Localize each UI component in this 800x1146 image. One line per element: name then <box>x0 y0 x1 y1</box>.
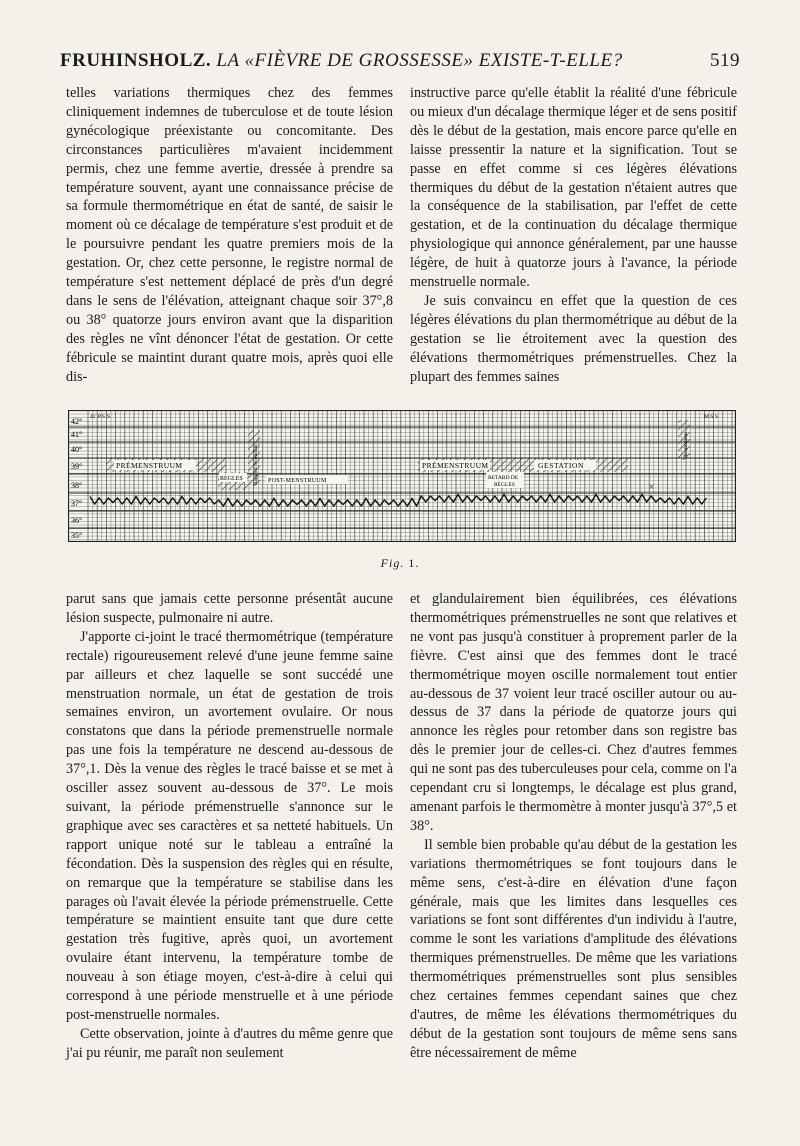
paragraph: Il semble bien probable qu'au début de la gestation les variations thermométriques se font toujours dans le même sens, c'est-à-dire en élévation d'une façon générale, mais que les limites dans lesquelles ces variations se font sont différentes d'un individu à l'autre, comme le sont les variations d'amplitude des élévations thermiques prémenstruelles. De même que les variations thermométriques prémenstruelles sont plus sensibles chez certaines femmes cependant saines que chez d'autres, de même les élévations thermométriques du début de la gestation sont toujours de même sens sans être nécessairement de même <box>410 836 737 1061</box>
gestation-label: GESTATION <box>538 461 585 470</box>
running-head-author: FRUHINSHOLZ. <box>60 50 212 71</box>
right-column-top <box>410 84 737 387</box>
left-column-top <box>66 84 393 387</box>
page-number: 519 <box>710 50 740 71</box>
y-label-38: 38° <box>71 481 83 490</box>
y-label-42: 42° <box>71 417 83 426</box>
temperature-chart <box>68 410 736 542</box>
temperature-chart-figure <box>68 410 736 542</box>
top-left-label-3: S <box>107 414 111 420</box>
avortement-label: Avortement <box>683 432 689 458</box>
paragraph: et glandulairement bien équilibrées, ces élévations thermométriques prémenstruelles ne sont que relatives et ne vont pas jusqu'à constituer à proprement parler de la fièvre. C'est ainsi que des femmes dont le tracé thermométrique moyen oscille normalement tout entier au-dessous de 37 voient leur tracé osciller autour ou au-dessus de 37 dans la période de quatorze jours qui annonce les règles pour retomber dans son registre bas dès le premier jour de celles-ci. Chez d'autres femmes qui ne sont pas des tuberculeuses pour cela, comme on l'a cependant cru si longtemps, le décalage est plus grand, amenant parfois le thermomètre à monter jusqu'à 37°,5 et 38°. <box>410 591 737 834</box>
y-label-35: 35° <box>71 531 83 540</box>
y-label-40: 40° <box>71 445 83 454</box>
paragraph: telles variations thermiques chez des femmes cliniquement indemnes de tuberculose et de toute lésion gynécologique préexistante ou concomitante. Des circonstances particulières m'avaient incidemment permis, chez une femme avertie, dressée à prendre sa température souvent, ayant une connaissance précise de sa formule thermométrique en état de santé, de saisir le moment où ce décalage de température s'est produit et de le poursuivre pendant les quatre premiers mois de la gestation. Or, chez cette personne, le registre normal de température s'est nettement déplacé de près d'un degré dans le sens de l'élévation, atteignant chaque soir 37°,8 ou 38° quatorze jours environ avant que la disparition des règles ne vînt dénoncer l'état de gestation. Or cette fébricule se maintint durant quatre mois, après quoi elle dis- <box>66 85 393 385</box>
running-head-title: LA «FIÈVRE DE GROSSESSE» EXISTE-T-ELLE? <box>216 50 623 71</box>
paragraph: J'apporte ci-joint le tracé thermométrique (température rectale) rigoureusement relevé d'une jeune femme saine par ailleurs et chez laquelle se sont succédé une menstruation normale, un état de gestation de trois semaines environ, un avortement ovulaire. Or nous constatons que dans la période premenstruelle normale pas une fois la température ne descend au-dessous de 37°,1. Dès la venue des règles le tracé baisse et se met à osciller assez souvent au-dessous de 37°. Le mois suivant, la période prémenstruelle s'annonce sur le graphique avec ses caractères et sa netteté habituels. Un rapport unique noté sur le tableau a entraîné la fécondation. Dès la suspension des règles qui en résulte, on remarque que la température se stabilise dans les parages où l'avait élevée la période prémenstruelle. Cette température se maintient ensuite tant que dure cette gestation très fugitive, après quoi, un avortement ovulaire étant intervenu, la température tombe de nouveau à son étiage moyen, c'est-à-dire à celui qui correspond à une période menstruelle et à une période post-menstruelle normales. <box>66 628 393 1023</box>
right-column-bottom <box>410 590 737 1063</box>
premenstruum-label-1: PRÉMENSTRUUM <box>116 461 183 470</box>
paragraph: instructive parce qu'elle établit la réalité d'une fébricule ou mieux d'un décalage thermique léger et de sens positif dès le début de la gestation, mais encore parce qu'elle en laisse pressentir la nature et la signification. Tout se passe en effet comme si ces légères élévations thermiques du début de la gestation n'étaient autres que la conséquence de la stabilisation, par l'effet de cette gestation, et de la continuation du décalage thermique physiologique qui annonce généralement, par une hausse légère, de huit à quatorze jours à l'avance, la période menstruelle normale. <box>410 85 737 291</box>
avortement-marker: × <box>649 482 655 492</box>
y-label-39: 39° <box>71 462 83 471</box>
top-right-label-1: M.S <box>704 414 714 420</box>
figure-caption-label: Fig. <box>380 556 405 570</box>
rapport-label: Rapport fécondant <box>253 444 259 485</box>
retard-label-2: RÈGLES <box>494 482 515 488</box>
y-label-36: 36° <box>71 516 83 525</box>
left-column-bottom <box>66 590 393 1063</box>
premenstruum-label-2: PRÉMENSTRUUM <box>422 461 489 470</box>
paragraph: parut sans que jamais cette personne présentât aucune lésion suspecte, pulmonaire ni autre. <box>66 591 393 626</box>
running-head <box>60 50 740 76</box>
post-menstruum-label: POST-MENSTRUUM <box>268 478 327 484</box>
figure-caption <box>0 556 800 571</box>
regles-label: RÈGLES <box>220 476 243 482</box>
top-left-label-2: P.S <box>98 414 105 420</box>
retard-label-1: RETARD DE <box>488 475 519 481</box>
top-right-label-2: S <box>715 414 719 420</box>
paragraph: Cette observation, jointe à d'autres du même genre que j'ai pu réunir, me paraît non seulement <box>66 1025 393 1061</box>
figure-caption-number: 1. <box>408 556 420 570</box>
paragraph: Je suis convaincu en effet que la question de ces légères élévations du plan thermométrique au début de la gestation se lie étroitement avec la question des élévations thermométriques prémenstruelles. Chez la plupart des femmes saines <box>410 292 737 385</box>
y-label-37: 37° <box>71 499 83 508</box>
y-label-41: 41° <box>71 430 83 439</box>
top-left-label-1: 42 <box>90 414 96 420</box>
